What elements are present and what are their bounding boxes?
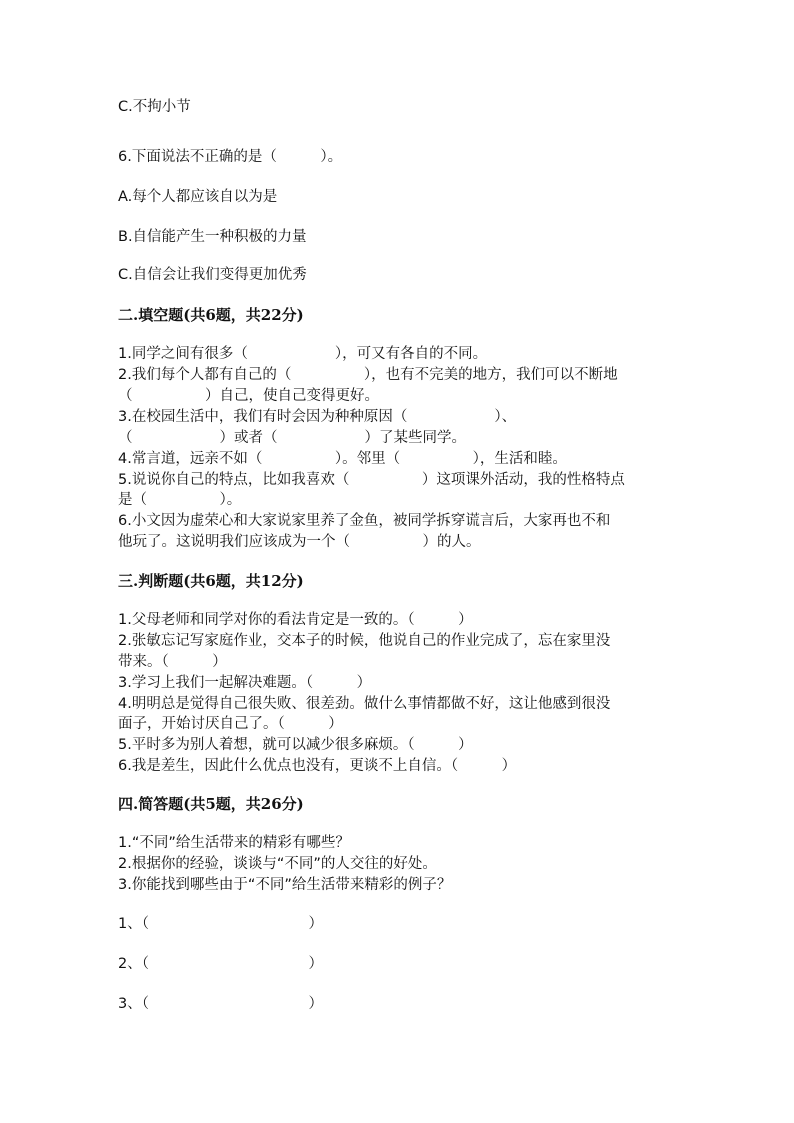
s3-line: 2.张敏忘记写家庭作业，交本子的时候，他说自己的作业完成了，忘在家里没 <box>118 633 611 649</box>
s2-line: （ ）或者（ ）了某些同学。 <box>118 430 466 446</box>
q6-option-b: B.自信能产生一种积极的力量 <box>118 229 307 245</box>
q6-stem: 6.下面说法不正确的是（ ）。 <box>118 149 343 165</box>
s2-line: 是（ ）。 <box>118 492 242 508</box>
s4-answer-blank: 3、（ ） <box>118 996 323 1012</box>
s3-line: 3.学习上我们一起解决难题。（ ） <box>118 675 372 691</box>
s2-line: 2.我们每个人都有自己的（ ），也有不完美的地方，我们可以不断地 <box>118 367 618 383</box>
s3-line: 4.明明总是觉得自己很失败、很差劲。做什么事情都做不好，这让他感到很没 <box>118 696 611 712</box>
s2-line: 6.小文因为虚荣心和大家说家里养了金鱼，被同学拆穿谎言后，大家再也不和 <box>118 513 611 529</box>
s3-line: 5.平时多为别人着想，就可以减少很多麻烦。（ ） <box>118 737 473 753</box>
s4-answer-blank: 2、（ ） <box>118 956 323 972</box>
section3-title: 三.判断题(共6题，共12分) <box>118 572 304 590</box>
s4-question: 3.你能找到哪些由于“不同”给生活带来精彩的例子？ <box>118 877 452 893</box>
s2-line: （ ）自己，使自己变得更好。 <box>118 388 379 404</box>
q5-option-c: C.不拘小节 <box>118 99 191 115</box>
s2-line: 5.说说你自己的特点，比如我喜欢（ ）这项课外活动，我的性格特点 <box>118 472 625 488</box>
q6-option-a: A.每个人都应该自以为是 <box>118 189 278 205</box>
s2-line: 4.常言道，远亲不如（ ）。邻里（ ），生活和睦。 <box>118 451 567 467</box>
s4-answer-blank: 1、（ ） <box>118 916 323 932</box>
s4-question: 2.根据你的经验，谈谈与“不同”的人交往的好处。 <box>118 856 437 872</box>
s3-line: 面子，开始讨厌自己了。（ ） <box>118 716 343 732</box>
q6-option-c: C.自信会让我们变得更加优秀 <box>118 267 307 283</box>
s2-line: 3.在校园生活中，我们有时会因为种种原因（ ）、 <box>118 409 517 425</box>
s3-line: 带来。（ ） <box>118 654 227 670</box>
section4-title: 四.简答题(共5题，共26分) <box>118 795 304 813</box>
s4-question: 1.“不同”给生活带来的精彩有哪些？ <box>118 835 350 851</box>
s3-line: 1.父母老师和同学对你的看法肯定是一致的。（ ） <box>118 612 473 628</box>
s2-line: 1.同学之间有很多（ ），可又有各自的不同。 <box>118 346 488 362</box>
s2-line: 他玩了。这说明我们应该成为一个（ ）的人。 <box>118 534 481 550</box>
s3-line: 6.我是差生，因此什么优点也没有，更谈不上自信。（ ） <box>118 758 517 774</box>
section2-title: 二.填空题(共6题，共22分) <box>118 306 304 324</box>
